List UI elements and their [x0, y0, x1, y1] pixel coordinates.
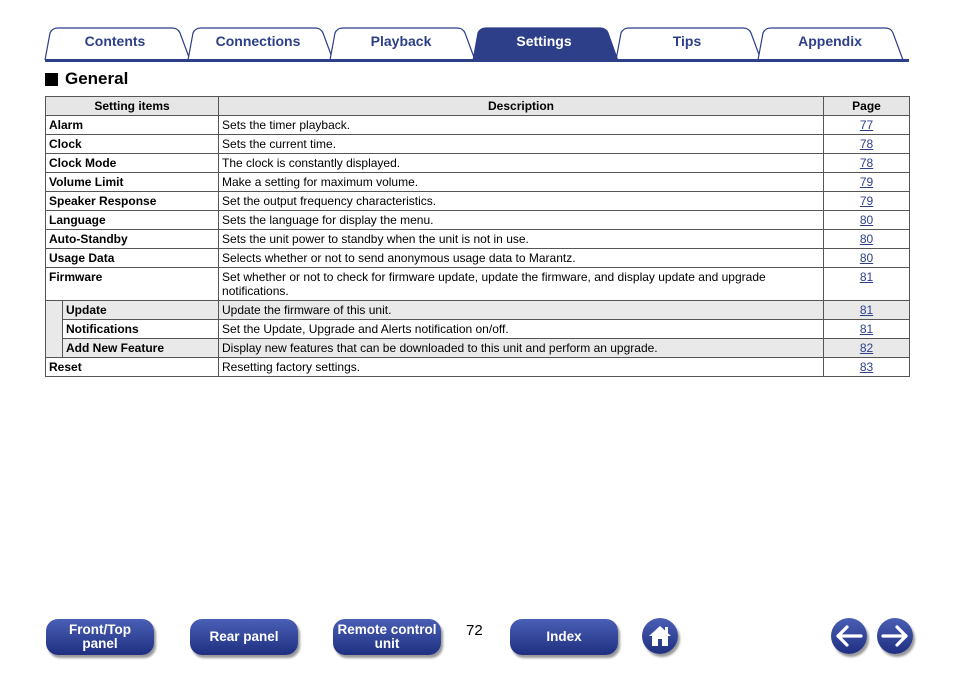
setting-description: Sets the timer playback. [219, 116, 824, 135]
front-top-panel-button[interactable] [46, 619, 154, 655]
page-link[interactable]: 83 [859, 360, 874, 374]
tab-shapes [0, 0, 954, 64]
table-row [46, 154, 910, 173]
table-row [46, 249, 910, 268]
table-row [46, 173, 910, 192]
page-number: 72 [466, 622, 483, 639]
rear-panel-button[interactable] [190, 619, 298, 655]
table-row [46, 358, 910, 377]
indent-cell [46, 339, 63, 358]
setting-description: Update the firmware of this unit. [219, 301, 824, 320]
setting-item-update: Update [63, 301, 219, 320]
setting-description: Set the output frequency characteristics. [219, 192, 824, 211]
back-arrow-icon [835, 625, 863, 647]
setting-item-clock: Clock [46, 135, 219, 154]
page-link[interactable]: 80 [859, 251, 874, 265]
setting-item-alarm: Alarm [46, 116, 219, 135]
page-cell [824, 358, 910, 377]
tab-settings[interactable]: Settings [516, 33, 572, 49]
page-link[interactable]: 80 [859, 232, 874, 246]
setting-description: Sets the language for display the menu. [219, 211, 824, 230]
setting-item-volume-limit: Volume Limit [46, 173, 219, 192]
home-button[interactable] [642, 618, 678, 654]
table-row [46, 268, 910, 301]
column-header-setting-items: Setting items [46, 97, 219, 116]
setting-description: Sets the unit power to standby when the unit is not in use. [219, 230, 824, 249]
page-link[interactable]: 81 [859, 322, 874, 336]
page-cell [824, 173, 910, 192]
tab-connections[interactable]: Connections [215, 33, 301, 49]
table-row [46, 230, 910, 249]
indent-cell [46, 320, 63, 339]
setting-item-clock-mode: Clock Mode [46, 154, 219, 173]
back-button[interactable] [831, 618, 867, 654]
setting-description: Set whether or not to check for firmware update, update the firmware, and display update and upgrade notifications. [219, 268, 824, 301]
page-link[interactable]: 78 [859, 137, 874, 151]
page-cell [824, 249, 910, 268]
table-row [46, 192, 910, 211]
setting-item-auto-standby: Auto-Standby [46, 230, 219, 249]
remote-control-unit-button[interactable] [333, 619, 441, 655]
column-header-page: Page [824, 97, 910, 116]
index-label: Index [546, 629, 582, 644]
home-icon [647, 624, 673, 648]
forward-arrow-icon [881, 625, 909, 647]
setting-item-reset: Reset [46, 358, 219, 377]
setting-item-notifications: Notifications [63, 320, 219, 339]
settings-table [45, 96, 910, 377]
page-link[interactable]: 80 [859, 213, 874, 227]
section-title: General [65, 69, 129, 88]
setting-description: Sets the current time. [219, 135, 824, 154]
page-link[interactable]: 78 [859, 156, 874, 170]
front-top-panel-label: Front/Top panel [69, 622, 131, 651]
setting-item-firmware: Firmware [46, 268, 219, 301]
page-cell [824, 135, 910, 154]
table-header-row [46, 97, 910, 116]
page-link[interactable]: 79 [859, 194, 874, 208]
page-link[interactable]: 82 [859, 341, 874, 355]
remote-control-unit-label: Remote control unit [337, 622, 437, 651]
page-link[interactable]: 81 [859, 303, 874, 317]
table-row [46, 320, 910, 339]
rear-panel-label: Rear panel [209, 629, 279, 644]
table-row [46, 211, 910, 230]
setting-item-add-new-feature: Add New Feature [63, 339, 219, 358]
section-heading [45, 68, 128, 90]
setting-description: Resetting factory settings. [219, 358, 824, 377]
setting-description: Selects whether or not to send anonymous usage data to Marantz. [219, 249, 824, 268]
setting-description: The clock is constantly displayed. [219, 154, 824, 173]
page-link[interactable]: 77 [859, 118, 874, 132]
tab-playback[interactable]: Playback [370, 33, 432, 49]
indent-cell [46, 301, 63, 320]
setting-description: Display new features that can be downloaded to this unit and perform an upgrade. [219, 339, 824, 358]
page-cell [824, 211, 910, 230]
table-row [46, 116, 910, 135]
setting-description: Set the Update, Upgrade and Alerts notification on/off. [219, 320, 824, 339]
top-tab-bar [0, 0, 954, 64]
table-row [46, 135, 910, 154]
setting-item-speaker-response: Speaker Response [46, 192, 219, 211]
column-header-description: Description [219, 97, 824, 116]
page-cell [824, 116, 910, 135]
setting-item-language: Language [46, 211, 219, 230]
page-cell [824, 320, 910, 339]
square-bullet-icon [45, 73, 58, 86]
setting-description: Make a setting for maximum volume. [219, 173, 824, 192]
forward-button[interactable] [877, 618, 913, 654]
page-cell [824, 230, 910, 249]
page-cell [824, 268, 910, 301]
page-cell [824, 301, 910, 320]
page-cell [824, 192, 910, 211]
tab-contents[interactable]: Contents [84, 33, 146, 49]
index-button[interactable] [510, 619, 618, 655]
tab-tips[interactable]: Tips [672, 33, 702, 49]
page-cell [824, 154, 910, 173]
page-link[interactable]: 81 [859, 270, 874, 284]
page-cell [824, 339, 910, 358]
setting-item-usage-data: Usage Data [46, 249, 219, 268]
page-link[interactable]: 79 [859, 175, 874, 189]
table-row [46, 339, 910, 358]
table-row [46, 301, 910, 320]
tab-appendix[interactable]: Appendix [798, 33, 862, 49]
